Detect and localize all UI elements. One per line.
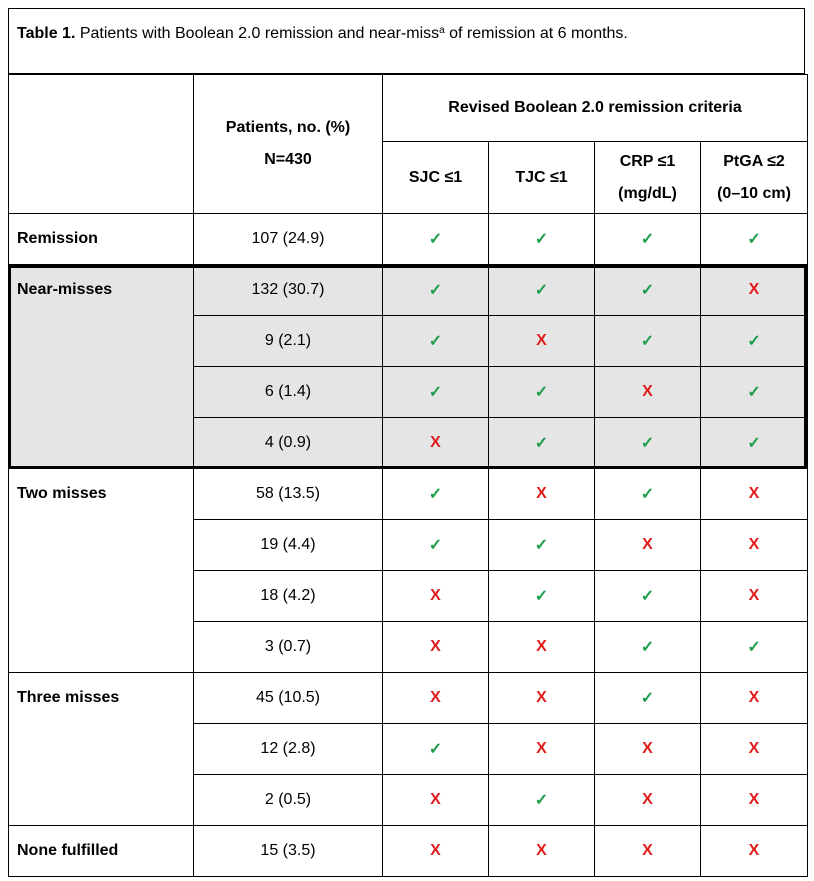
sjc-cell: [383, 724, 489, 775]
ptga-cell: [701, 214, 808, 265]
caption-label: Table 1.: [17, 25, 76, 42]
header-crp: [595, 142, 701, 214]
crp-cell: [595, 367, 701, 418]
caption-end: of remission at 6 months.: [444, 25, 628, 42]
cross-icon: X: [430, 842, 441, 859]
ptga-cell: [701, 571, 808, 622]
check-icon: ✓: [640, 588, 655, 605]
cross-icon: X: [642, 536, 653, 553]
table-row: [9, 214, 808, 265]
crp-cell: [595, 571, 701, 622]
sjc-cell: [383, 316, 489, 367]
tjc-cell: [489, 724, 595, 775]
sjc-cell: [383, 622, 489, 673]
crp-cell: [595, 520, 701, 571]
crp-cell: [595, 775, 701, 826]
ptga-cell: [701, 673, 808, 724]
patients-count: 2 (0.5): [194, 775, 383, 826]
header-empty-cell: [9, 75, 194, 214]
ptga-cell: [701, 724, 808, 775]
tjc-cell: [489, 571, 595, 622]
crp-cell: [595, 673, 701, 724]
tjc-cell: [489, 775, 595, 826]
tjc-cell: [489, 265, 595, 316]
crp-cell: [595, 469, 701, 520]
patients-count: 12 (2.8): [194, 724, 383, 775]
sjc-cell: [383, 367, 489, 418]
table-row: [9, 673, 808, 724]
check-icon: ✓: [428, 384, 443, 401]
sjc-cell: [383, 418, 489, 469]
check-icon: ✓: [640, 231, 655, 248]
patients-count: 15 (3.5): [194, 826, 383, 877]
ptga-cell: [701, 265, 808, 316]
patients-count: 18 (4.2): [194, 571, 383, 622]
header-tjc: TJC ≤1: [489, 142, 595, 214]
cross-icon: X: [536, 740, 547, 757]
check-icon: ✓: [640, 639, 655, 656]
check-icon: ✓: [640, 435, 655, 452]
sjc-cell: [383, 571, 489, 622]
crp-cell: [595, 265, 701, 316]
cross-icon: X: [642, 791, 653, 808]
check-icon: ✓: [428, 231, 443, 248]
cross-icon: X: [748, 689, 760, 706]
crp-cell: [595, 214, 701, 265]
patients-count: 4 (0.9): [194, 418, 383, 469]
table-body: [9, 214, 808, 877]
remission-table: [8, 74, 808, 877]
sjc-cell: [383, 214, 489, 265]
check-icon: ✓: [428, 537, 443, 554]
cross-icon: X: [430, 689, 441, 706]
sjc-cell: [383, 469, 489, 520]
header-ptga: [701, 142, 808, 214]
sjc-cell: [383, 520, 489, 571]
patients-count: 132 (30.7): [194, 265, 383, 316]
patients-count: 107 (24.9): [194, 214, 383, 265]
group-label: Three misses: [9, 673, 194, 826]
header-ptga-line1: PtGA ≤2: [723, 152, 785, 170]
patients-count: 3 (0.7): [194, 622, 383, 673]
cross-icon: X: [430, 587, 441, 604]
crp-cell: [595, 418, 701, 469]
ptga-cell: [701, 367, 808, 418]
cross-icon: X: [748, 791, 760, 808]
sjc-cell: [383, 826, 489, 877]
patients-count: 58 (13.5): [194, 469, 383, 520]
tjc-cell: [489, 520, 595, 571]
ptga-cell: [701, 775, 808, 826]
group-label: Near-misses: [9, 265, 194, 469]
group-label: None fulfilled: [9, 826, 194, 877]
check-icon: ✓: [747, 231, 761, 248]
tjc-cell: [489, 367, 595, 418]
crp-cell: [595, 316, 701, 367]
check-icon: ✓: [640, 333, 655, 350]
sjc-cell: [383, 673, 489, 724]
ptga-cell: [701, 520, 808, 571]
table-frame: [8, 8, 807, 875]
cross-icon: X: [642, 740, 653, 757]
tjc-cell: [489, 418, 595, 469]
tjc-cell: [489, 622, 595, 673]
tjc-cell: [489, 316, 595, 367]
check-icon: ✓: [534, 435, 549, 452]
cross-icon: X: [536, 842, 547, 859]
sjc-cell: [383, 775, 489, 826]
check-icon: ✓: [640, 486, 655, 503]
patients-count: 45 (10.5): [194, 673, 383, 724]
tjc-cell: [489, 826, 595, 877]
patients-count: 19 (4.4): [194, 520, 383, 571]
cross-icon: X: [430, 791, 441, 808]
crp-cell: [595, 724, 701, 775]
cross-icon: X: [536, 332, 547, 349]
header-patients: [194, 75, 383, 214]
header-crp-line1: CRP ≤1: [619, 152, 676, 170]
cross-icon: X: [430, 638, 441, 655]
tjc-cell: [489, 673, 595, 724]
cross-icon: X: [536, 485, 547, 502]
check-icon: ✓: [428, 282, 443, 299]
cross-icon: X: [536, 689, 547, 706]
group-label: Remission: [9, 214, 194, 265]
cross-icon: X: [642, 383, 653, 400]
check-icon: ✓: [640, 690, 655, 707]
header-sjc: SJC ≤1: [383, 142, 489, 214]
header-patients-line2: N=430: [264, 151, 312, 168]
check-icon: ✓: [747, 333, 761, 350]
check-icon: ✓: [428, 486, 443, 503]
tjc-cell: [489, 214, 595, 265]
ptga-cell: [701, 316, 808, 367]
header-patients-line1: Patients, no. (%): [225, 119, 351, 136]
check-icon: ✓: [428, 333, 443, 350]
table-caption: [8, 8, 805, 74]
check-icon: ✓: [747, 639, 761, 656]
check-icon: ✓: [534, 282, 549, 299]
ptga-cell: [701, 418, 808, 469]
cross-icon: X: [748, 842, 760, 859]
cross-icon: X: [748, 281, 760, 298]
caption-text: [17, 25, 628, 43]
ptga-cell: [701, 469, 808, 520]
ptga-cell: [701, 826, 808, 877]
cross-icon: X: [748, 587, 760, 604]
header-crp-line2: (mg/dL): [618, 184, 677, 202]
patients-count: 9 (2.1): [194, 316, 383, 367]
cross-icon: X: [748, 485, 760, 502]
check-icon: ✓: [534, 537, 549, 554]
header-ptga-line2: (0–10 cm): [717, 184, 791, 202]
cross-icon: X: [748, 740, 760, 757]
crp-cell: [595, 622, 701, 673]
cross-icon: X: [748, 536, 760, 553]
ptga-cell: [701, 622, 808, 673]
header-criteria-group: Revised Boolean 2.0 remission criteria: [383, 75, 808, 142]
patients-count: 6 (1.4): [194, 367, 383, 418]
cross-icon: X: [430, 434, 441, 451]
caption-body: Patients with Boolean 2.0 remission and near-miss: [75, 25, 440, 42]
check-icon: ✓: [747, 435, 761, 452]
check-icon: ✓: [428, 741, 443, 758]
sjc-cell: [383, 265, 489, 316]
check-icon: ✓: [640, 282, 655, 299]
table-row: [9, 469, 808, 520]
cross-icon: X: [642, 842, 653, 859]
check-icon: ✓: [534, 384, 549, 401]
tjc-cell: [489, 469, 595, 520]
table-row: [9, 265, 808, 316]
caption-footnote-marker: a: [439, 25, 445, 36]
check-icon: ✓: [534, 588, 549, 605]
check-icon: ✓: [747, 384, 761, 401]
table-row: [9, 826, 808, 877]
cross-icon: X: [536, 638, 547, 655]
crp-cell: [595, 826, 701, 877]
check-icon: ✓: [534, 792, 549, 809]
check-icon: ✓: [534, 231, 549, 248]
group-label: Two misses: [9, 469, 194, 673]
